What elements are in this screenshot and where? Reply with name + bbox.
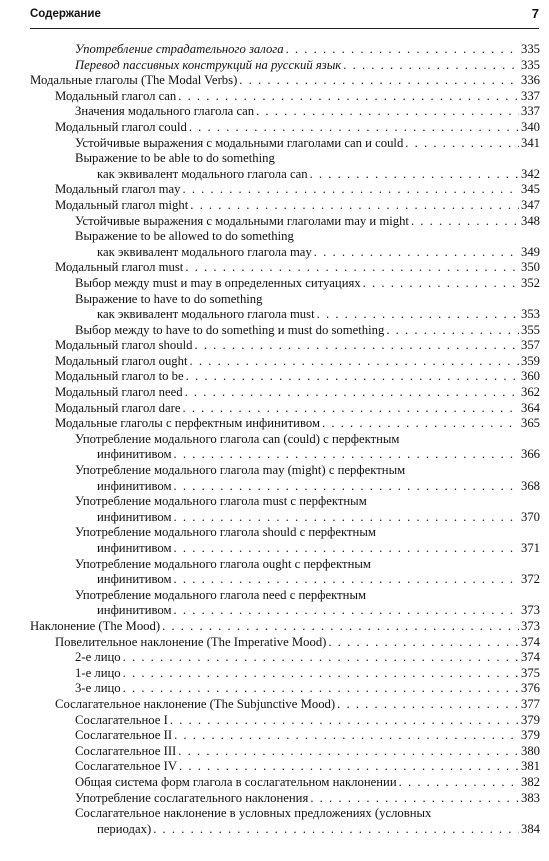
- toc-entry-title: периодах): [97, 821, 152, 836]
- toc-entry-page: 366: [520, 447, 540, 462]
- toc-entry-page: 362: [520, 385, 540, 400]
- toc-entry-page: 360: [520, 369, 540, 384]
- toc-entry-title: 2-е лицо: [75, 650, 121, 665]
- toc-entry-page: 382: [520, 774, 540, 789]
- toc-entry-page: 383: [520, 790, 540, 805]
- dot-leader: [399, 775, 519, 791]
- toc-entry: [0, 73, 549, 89]
- dot-leader: [174, 541, 519, 557]
- toc-entry-title: Выражение to have to do something: [75, 291, 263, 306]
- toc-entry: [0, 369, 549, 385]
- toc-entry: [0, 650, 549, 666]
- toc-entry: [0, 447, 549, 463]
- toc-entry-title: Модальный глагол should: [55, 338, 193, 353]
- toc-entry: [0, 89, 549, 105]
- toc-entry: [0, 167, 549, 183]
- toc-entry-page: 355: [520, 322, 540, 337]
- toc-entry: [0, 229, 549, 245]
- toc-entry: [0, 603, 549, 619]
- toc-entry: [0, 463, 549, 479]
- toc-entry: [0, 619, 549, 635]
- toc-entry: [0, 557, 549, 573]
- toc-entry-page: 347: [520, 197, 540, 212]
- toc-entry-title: Наклонение (The Mood): [30, 618, 161, 633]
- running-header: [30, 6, 539, 29]
- toc-entry-title: Употребление сослагательного наклонения: [75, 790, 309, 805]
- toc-entry: [0, 214, 549, 230]
- toc-entry-title: Выражение to be allowed to do something: [75, 229, 294, 244]
- toc-entry-title: Модальный глагол dare: [55, 400, 181, 415]
- dot-leader: [123, 666, 519, 682]
- toc-entry-title: Модальные глаголы (The Modal Verbs): [30, 73, 238, 88]
- toc-entry: [0, 42, 549, 58]
- dot-leader: [256, 104, 519, 120]
- dot-leader: [310, 791, 519, 807]
- dot-leader: [178, 744, 519, 760]
- dot-leader: [182, 401, 519, 417]
- toc-entry: [0, 276, 549, 292]
- toc-entry-page: 337: [520, 88, 540, 103]
- toc-entry-title: Повелительное наклонение (The Imperative Mood): [55, 634, 327, 649]
- toc-entry-title: инфинитивом: [97, 509, 172, 524]
- dot-leader: [153, 822, 519, 838]
- dot-leader: [190, 354, 519, 370]
- toc-entry: [0, 385, 549, 401]
- dot-leader: [317, 307, 519, 323]
- toc-entry: [0, 541, 549, 557]
- toc-entry-title: 1-е лицо: [75, 665, 121, 680]
- dot-leader: [174, 728, 519, 744]
- toc-entry-page: 335: [520, 42, 540, 56]
- toc-entry: [0, 588, 549, 604]
- toc-entry: [0, 120, 549, 136]
- toc-entry-title: как эквивалент модального глагола can: [97, 166, 308, 181]
- toc-entry: [0, 713, 549, 729]
- toc-entry: [0, 198, 549, 214]
- dot-leader: [411, 214, 519, 230]
- toc-entry: [0, 479, 549, 495]
- toc-entry-page: 384: [520, 821, 540, 836]
- toc-entry-title: Употребление модального глагола ought с перфектным: [75, 556, 371, 571]
- toc-entry: [0, 806, 549, 822]
- toc-entry-title: Употребление модального глагола may (might) с перфектным: [75, 463, 406, 478]
- toc-entry-title: Выбор между to have to do something и must do something: [75, 322, 385, 337]
- toc-entry: [0, 354, 549, 370]
- toc-entry-title: инфинитивом: [97, 603, 172, 618]
- toc-entry-title: Модальный глагол ought: [55, 353, 188, 368]
- dot-leader: [174, 510, 519, 526]
- dot-leader: [239, 73, 519, 89]
- toc-entry-page: 381: [520, 759, 540, 774]
- toc-entry-title: Модальный глагол can: [55, 88, 177, 103]
- toc-entry-page: 357: [520, 338, 540, 353]
- toc-entry-title: Употребление модального глагола can (could) с перфектным: [75, 431, 400, 446]
- dot-leader: [328, 635, 519, 651]
- toc-entry-title: Сослагательное II: [75, 728, 173, 743]
- toc-entry-title: Употребление модального глагола should с перфектным: [75, 525, 376, 540]
- toc-entry-title: инфинитивом: [97, 541, 172, 555]
- toc-entry-page: 372: [520, 572, 540, 587]
- toc-entry-title: Модальный глагол could: [55, 119, 187, 134]
- dot-leader: [179, 759, 519, 775]
- toc-entry-title: инфинитивом: [97, 478, 172, 493]
- toc-entry-page: 342: [520, 166, 540, 181]
- toc-entry: [0, 635, 549, 651]
- toc-entry-title: Сослагательное наклонение (The Subjunctive Mood): [55, 696, 336, 711]
- toc-entry: [0, 759, 549, 775]
- toc-entry-page: 379: [520, 712, 540, 727]
- toc-entry-page: 337: [520, 104, 540, 119]
- toc-entry-page: 359: [520, 353, 540, 368]
- section-title: Содержание: [30, 8, 101, 20]
- toc-entry-title: инфинитивом: [97, 572, 172, 587]
- dot-leader: [185, 385, 519, 401]
- toc-entry-title: Выбор между must и may в определенных ситуациях: [75, 275, 361, 290]
- toc-entry: [0, 401, 549, 417]
- toc-entry: [0, 791, 549, 807]
- toc-entry: [0, 666, 549, 682]
- dot-leader: [170, 713, 519, 729]
- toc-entry-title: Значения модального глагола can: [75, 104, 255, 119]
- toc-entry-page: 380: [520, 743, 540, 758]
- toc-entry: [0, 572, 549, 588]
- dot-leader: [174, 479, 519, 495]
- dot-leader: [174, 603, 519, 619]
- table-of-contents: [0, 42, 549, 837]
- dot-leader: [343, 58, 519, 74]
- toc-entry-title: Употребление модального глагола must с перфектным: [75, 494, 367, 509]
- toc-entry-page: 348: [520, 213, 540, 228]
- toc-entry: [0, 697, 549, 713]
- toc-entry-page: 365: [520, 416, 540, 431]
- toc-entry-page: 352: [520, 275, 540, 290]
- toc-entry-title: Устойчивые выражения с модальными глаголами may и might: [75, 213, 409, 228]
- dot-leader: [310, 167, 519, 183]
- dot-leader: [123, 681, 519, 697]
- toc-entry-title: Модальный глагол may: [55, 182, 181, 197]
- toc-entry-title: Сослагательное III: [75, 743, 177, 758]
- toc-entry: [0, 58, 549, 74]
- toc-entry: [0, 323, 549, 339]
- toc-entry-title: Устойчивые выражения с модальными глаголами can и could: [75, 135, 404, 150]
- toc-entry-title: Употребление страдательного залога: [75, 42, 284, 56]
- toc-entry-page: 336: [520, 73, 540, 88]
- toc-entry-title: как эквивалент модального глагола may: [97, 244, 312, 259]
- toc-entry-title: Сослагательное IV: [75, 759, 177, 774]
- toc-entry: [0, 681, 549, 697]
- toc-entry-title: Перевод пассивных конструкций на русский язык: [75, 57, 342, 72]
- toc-entry: [0, 432, 549, 448]
- toc-entry-page: 341: [520, 135, 540, 150]
- toc-entry-page: 335: [520, 57, 540, 72]
- toc-entry-title: как эквивалент модального глагола must: [97, 307, 315, 322]
- toc-entry-page: 379: [520, 728, 540, 743]
- page-number: 7: [531, 6, 539, 21]
- toc-entry: [0, 525, 549, 541]
- toc-entry-title: Выражение to be able to do something: [75, 151, 275, 166]
- dot-leader: [174, 572, 519, 588]
- toc-entry: [0, 151, 549, 167]
- toc-entry-page: 374: [520, 650, 540, 665]
- toc-entry: [0, 494, 549, 510]
- toc-entry-page: 353: [520, 307, 540, 322]
- toc-entry: [0, 822, 549, 838]
- toc-entry-page: 364: [520, 400, 540, 415]
- dot-leader: [286, 42, 519, 58]
- dot-leader: [189, 120, 519, 136]
- toc-entry-page: 373: [520, 603, 540, 618]
- dot-leader: [185, 260, 519, 276]
- dot-leader: [405, 136, 519, 152]
- toc-entry-title: Сослагательное I: [75, 712, 168, 727]
- toc-entry: [0, 744, 549, 760]
- toc-entry-title: Употребление модального глагола need с перфектным: [75, 587, 366, 602]
- dot-leader: [174, 447, 519, 463]
- toc-entry: [0, 307, 549, 323]
- toc-entry: [0, 510, 549, 526]
- dot-leader: [363, 276, 519, 292]
- toc-entry: [0, 728, 549, 744]
- toc-entry: [0, 775, 549, 791]
- toc-entry-title: Модальные глаголы с перфектным инфинитивом: [55, 416, 321, 431]
- toc-entry-page: 340: [520, 119, 540, 134]
- dot-leader: [186, 369, 519, 385]
- dot-leader: [386, 323, 519, 339]
- toc-entry: [0, 136, 549, 152]
- toc-entry-page: 376: [520, 681, 540, 696]
- toc-entry-title: Модальный глагол to be: [55, 369, 184, 384]
- toc-entry-title: 3-е лицо: [75, 681, 121, 696]
- toc-entry: [0, 182, 549, 198]
- toc-entry-page: 370: [520, 509, 540, 524]
- toc-entry-page: 350: [520, 260, 540, 275]
- dot-leader: [337, 697, 519, 713]
- toc-entry: [0, 245, 549, 261]
- toc-entry-title: Модальный глагол must: [55, 260, 184, 275]
- toc-entry-page: 345: [520, 182, 540, 197]
- toc-entry-title: Модальный глагол need: [55, 385, 183, 400]
- toc-entry-page: 373: [520, 618, 540, 633]
- toc-entry-page: 371: [520, 541, 540, 555]
- toc-entry-title: Общая система форм глагола в сослагательном наклонении: [75, 774, 397, 789]
- toc-entry: [0, 338, 549, 354]
- toc-entry-page: 374: [520, 634, 540, 649]
- dot-leader: [194, 338, 519, 354]
- dot-leader: [322, 416, 519, 432]
- dot-leader: [182, 182, 519, 198]
- toc-entry-title: инфинитивом: [97, 447, 172, 462]
- dot-leader: [314, 245, 519, 261]
- toc-entry-title: Модальный глагол might: [55, 197, 189, 212]
- toc-entry-title: Сослагательное наклонение в условных предложениях (условных: [75, 806, 432, 821]
- dot-leader: [178, 89, 519, 105]
- toc-entry: [0, 260, 549, 276]
- toc-entry: [0, 416, 549, 432]
- dot-leader: [123, 650, 519, 666]
- dot-leader: [162, 619, 519, 635]
- dot-leader: [190, 198, 519, 214]
- toc-entry-page: 377: [520, 696, 540, 711]
- toc-entry-page: 349: [520, 244, 540, 259]
- toc-entry-page: 368: [520, 478, 540, 493]
- toc-entry-page: 375: [520, 665, 540, 680]
- toc-entry: [0, 292, 549, 308]
- toc-entry: [0, 104, 549, 120]
